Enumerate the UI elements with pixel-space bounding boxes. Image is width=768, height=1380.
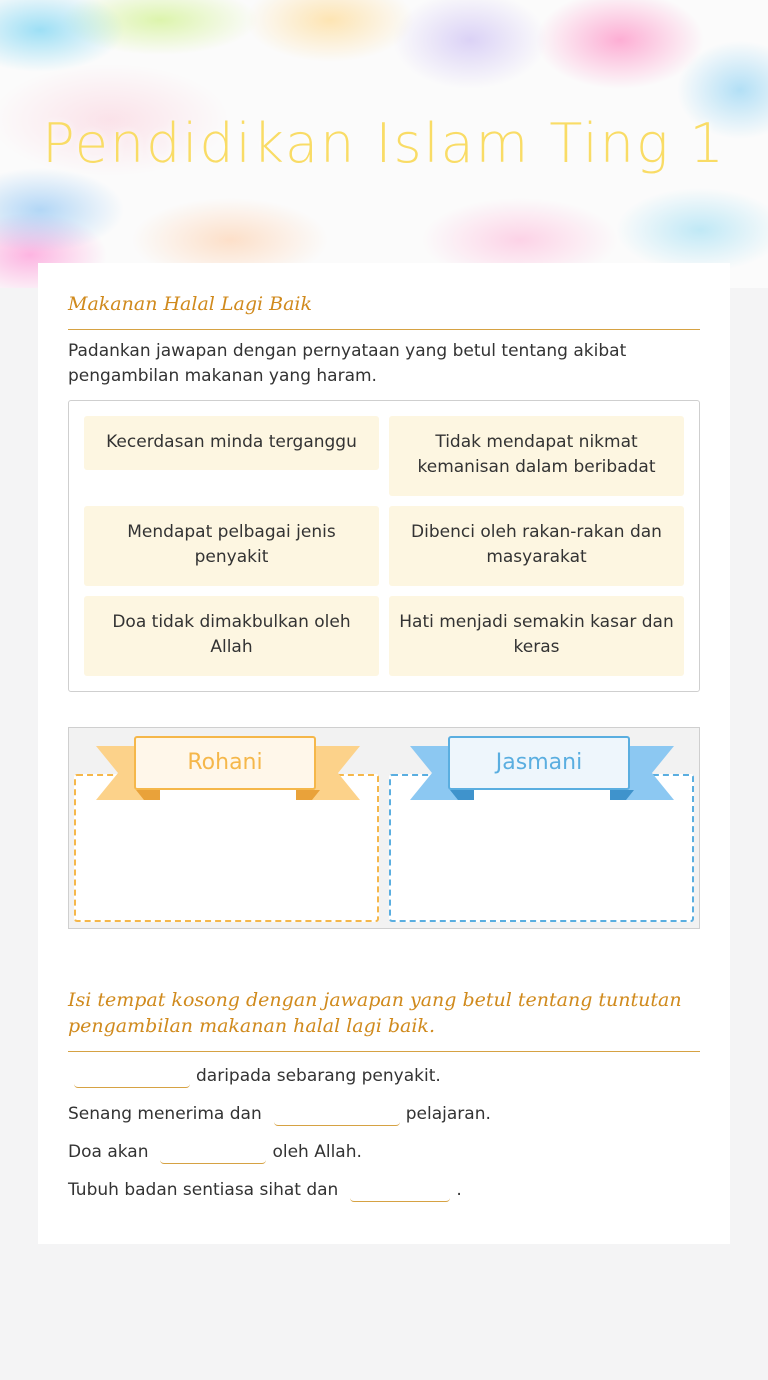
fill-sentence-2 (68, 1099, 708, 1126)
draggable-answer[interactable]: Hati menjadi semakin kasar dan keras (389, 596, 684, 676)
category-ribbon-jasmani (410, 736, 674, 802)
draggable-answer[interactable]: Mendapat pelbagai jenis penyakit (84, 506, 379, 586)
answer-bank (68, 400, 700, 692)
blank-input[interactable] (350, 1175, 450, 1202)
fill-sentence-4 (68, 1175, 708, 1202)
draggable-answer[interactable]: Dibenci oleh rakan-rakan dan masyarakat (389, 506, 684, 586)
sentence-text: . (456, 1180, 462, 1200)
sentence-text: pelajaran. (405, 1104, 491, 1124)
matching-instruction: Padankan jawapan dengan pernyataan yang betul tentang akibat pengambilan makanan yang haram. (68, 341, 627, 386)
sentence-text: daripada sebarang penyakit. (196, 1066, 441, 1086)
sentence-text: oleh Allah. (272, 1142, 362, 1162)
fill-sentence-3 (68, 1137, 708, 1164)
worksheet-card (38, 263, 730, 1244)
section-title-matching: Makanan Halal Lagi Baik (68, 291, 700, 330)
draggable-answer[interactable]: Doa tidak dimakbulkan oleh Allah (84, 596, 379, 676)
sentence-text: Doa akan (68, 1142, 149, 1162)
fill-sentence-1 (68, 1061, 708, 1088)
draggable-answer[interactable]: Kecerdasan minda terganggu (84, 416, 379, 470)
category-ribbon-rohani (96, 736, 360, 802)
draggable-answer[interactable]: Tidak mendapat nikmat kemanisan dalam beribadat (389, 416, 684, 496)
blank-input[interactable] (74, 1061, 190, 1088)
blank-input[interactable] (274, 1099, 400, 1126)
blank-input[interactable] (160, 1137, 266, 1164)
category-label-rohani: Rohani (134, 736, 316, 790)
category-label-jasmani: Jasmani (448, 736, 630, 790)
sentence-text: Tubuh badan sentiasa sihat dan (68, 1180, 339, 1200)
section-title-fill-blanks: Isi tempat kosong dengan jawapan yang betul tentang tuntutan pengambilan makanan halal lagi baik. (68, 987, 700, 1052)
header-banner (0, 0, 768, 288)
category-area (68, 727, 700, 929)
sentence-text: Senang menerima dan (68, 1104, 262, 1124)
worksheet-title: Pendidikan Islam Ting 1 (42, 112, 726, 175)
